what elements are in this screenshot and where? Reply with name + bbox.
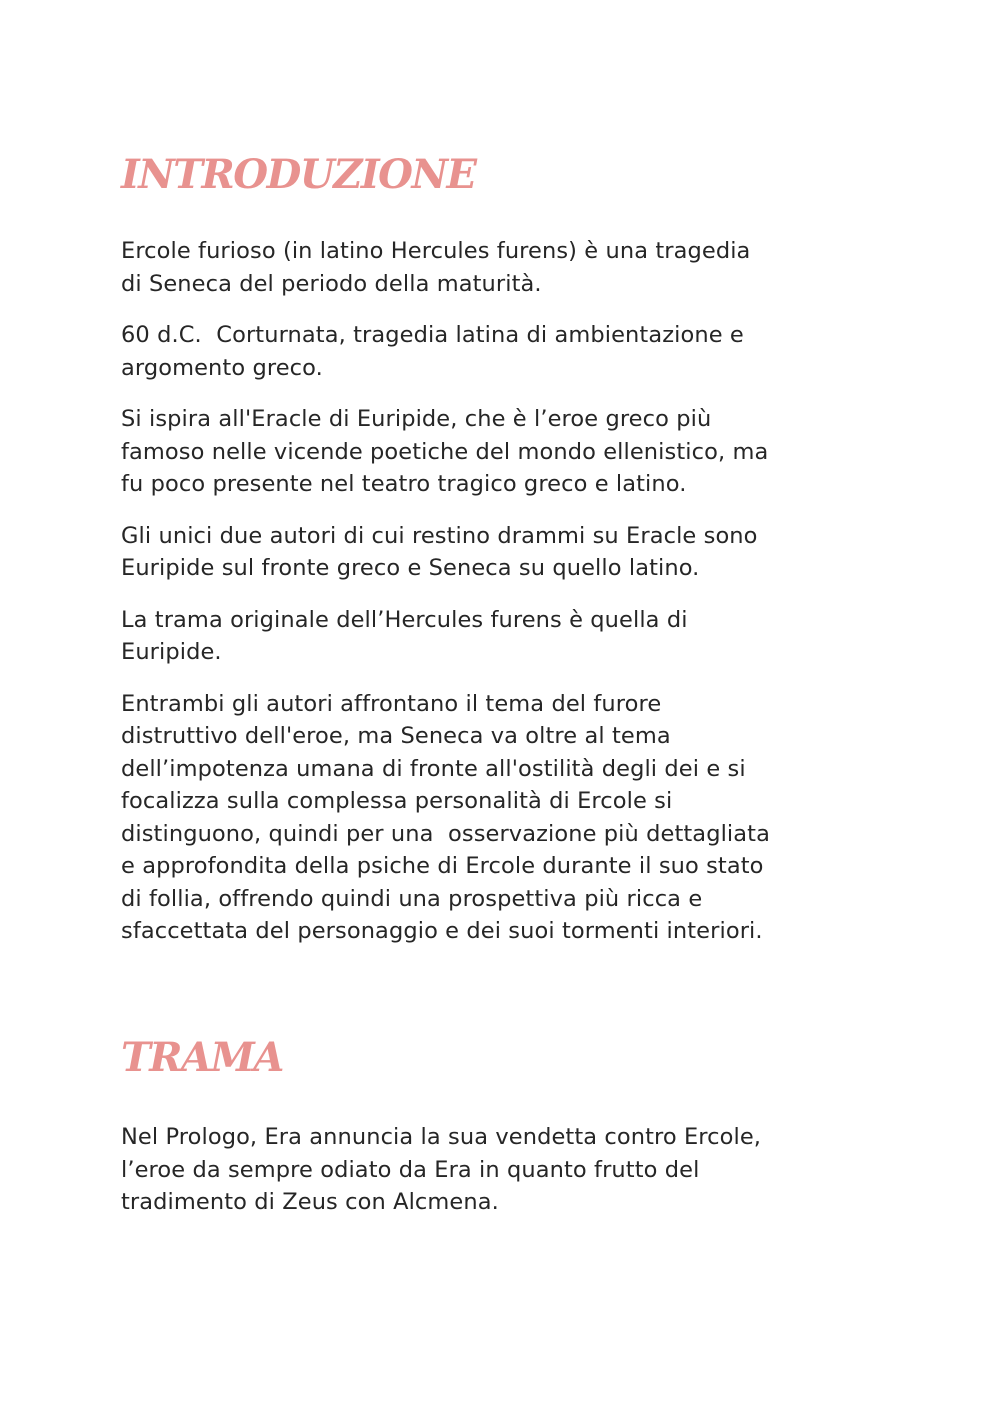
document-page	[121, 0, 891, 1413]
paragraph-line: dell’impotenza umana di fronte all'ostilità degli dei e si	[121, 755, 746, 782]
paragraph-line: e approfondita della psiche di Ercole durante il suo stato	[121, 853, 764, 879]
paragraph-line: focalizza sulla complessa personalità di Ercole si	[121, 788, 673, 814]
paragraph-line: La trama originale dell’Hercules furens è quella di	[121, 606, 688, 633]
paragraph	[121, 403, 891, 501]
paragraph-line: 60 d.C. Corturnata, tragedia latina di ambientazione e	[121, 322, 744, 348]
paragraph-line: Ercole furioso (in latino Hercules furens) è una tragedia	[121, 238, 751, 264]
paragraph-line: argomento greco.	[121, 354, 323, 381]
paragraph-line: sfaccettata del personaggio e dei suoi tormenti interiori.	[121, 918, 763, 944]
paragraph	[121, 604, 891, 669]
paragraph-line: Euripide sul fronte greco e Seneca su quello latino.	[121, 555, 700, 581]
section-body-introduzione	[121, 235, 891, 967]
paragraph	[121, 235, 891, 300]
paragraph-line: Gli unici due autori di cui restino drammi su Eracle sono	[121, 522, 758, 549]
paragraph	[121, 319, 891, 384]
section-body-trama	[121, 1121, 891, 1238]
section-title-trama: TRAMA	[121, 1034, 283, 1081]
paragraph-line: Entrambi gli autori affrontano il tema del furore	[121, 690, 662, 717]
paragraph-line: di Seneca del periodo della maturità.	[121, 270, 542, 297]
section-title-introduzione: INTRODUZIONE	[121, 151, 476, 198]
paragraph-line: Nel Prologo, Era annuncia la sua vendetta contro Ercole,	[121, 1124, 762, 1150]
paragraph-line: Euripide.	[121, 639, 222, 665]
paragraph-line: fu poco presente nel teatro tragico greco e latino.	[121, 471, 687, 497]
paragraph	[121, 688, 891, 948]
paragraph-line: tradimento di Zeus con Alcmena.	[121, 1189, 499, 1215]
paragraph-line: distinguono, quindi per una osservazione più dettagliata	[121, 820, 770, 847]
paragraph	[121, 1121, 891, 1219]
paragraph-line: distruttivo dell'eroe, ma Seneca va oltre al tema	[121, 723, 671, 749]
paragraph-line: Si ispira all'Eracle di Euripide, che è l’eroe greco più	[121, 406, 712, 432]
paragraph	[121, 520, 891, 585]
paragraph-line: l’eroe da sempre odiato da Era in quanto frutto del	[121, 1156, 700, 1183]
paragraph-line: famoso nelle vicende poetiche del mondo ellenistico, ma	[121, 438, 769, 465]
paragraph-line: di follia, offrendo quindi una prospettiva più ricca e	[121, 885, 703, 912]
